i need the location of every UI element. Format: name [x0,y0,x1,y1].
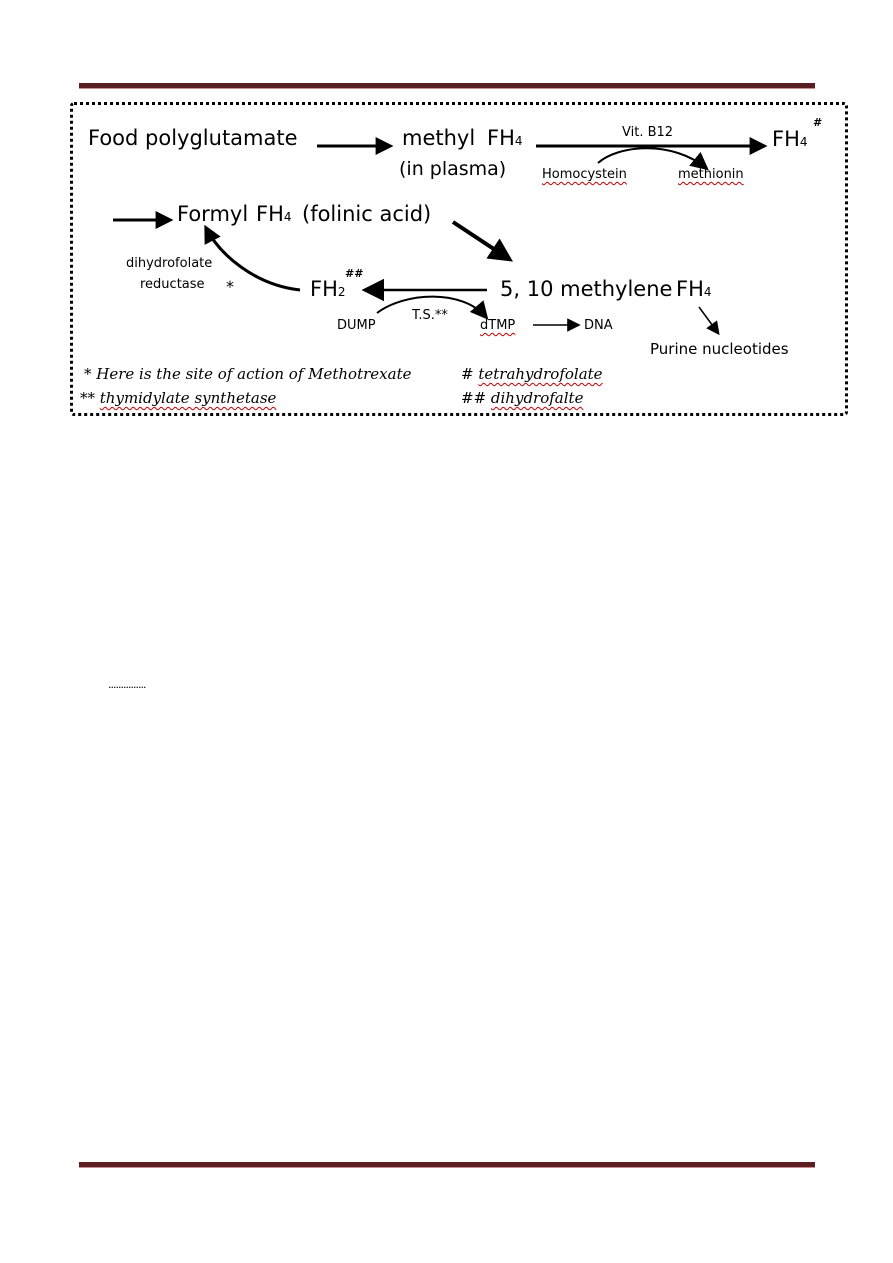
ts-label: T.S.** [412,308,448,323]
food-polyglutamate-label: Food polyglutamate [88,126,298,150]
methyl-fh4-label: FH4 [487,126,523,150]
methylene-label: 5, 10 methylene [500,277,673,301]
double-hash-mark: ## [345,267,364,280]
purine-nucleotides-label: Purine nucleotides [650,340,789,358]
reductase-label: reductase [140,277,205,292]
formyl-label: Formyl [177,202,249,226]
note-thymidylate-synthetase: ** thymidylate synthetase [80,389,277,407]
dtmp-label: dTMP [480,318,516,333]
note-methotrexate: * Here is the site of action of Methotrexate [84,365,412,383]
formyl-fh4-label: FH4 [256,202,292,226]
homocystein-label: Homocystein [542,167,627,182]
arrow-homocystein-to-methionin [598,148,706,168]
arrow-methylene-to-purine [699,307,718,333]
arrow-fh2-to-formyl [206,228,300,290]
footer-rule [79,1162,815,1168]
dump-label: DUMP [337,318,376,333]
methionin-label: methionin [678,167,744,182]
methyl-label: methyl [402,126,476,150]
dihydrofolate-label: dihydrofolate [126,256,213,271]
dotted-leader: ............... [108,678,146,691]
fh2-label: FH2 [310,277,346,301]
in-plasma-label: (in plasma) [399,158,507,180]
reductase-star: * [226,277,234,296]
methylene-fh4-label: FH4 [676,277,712,301]
vit-b12-label: Vit. B12 [622,125,674,140]
dna-label: DNA [584,318,613,333]
hash-mark: # [813,116,823,129]
arrow-dump-to-dtmp [377,297,486,317]
fh4-label: FH4 [772,127,808,151]
note-tetrahydrofolate: # tetrahydrofolate [461,365,603,383]
note-dihydrofolate: ## dihydrofalte [461,389,584,407]
folinic-acid-label: (folinic acid) [302,202,432,226]
arrow-formyl-to-methylene [453,222,509,259]
